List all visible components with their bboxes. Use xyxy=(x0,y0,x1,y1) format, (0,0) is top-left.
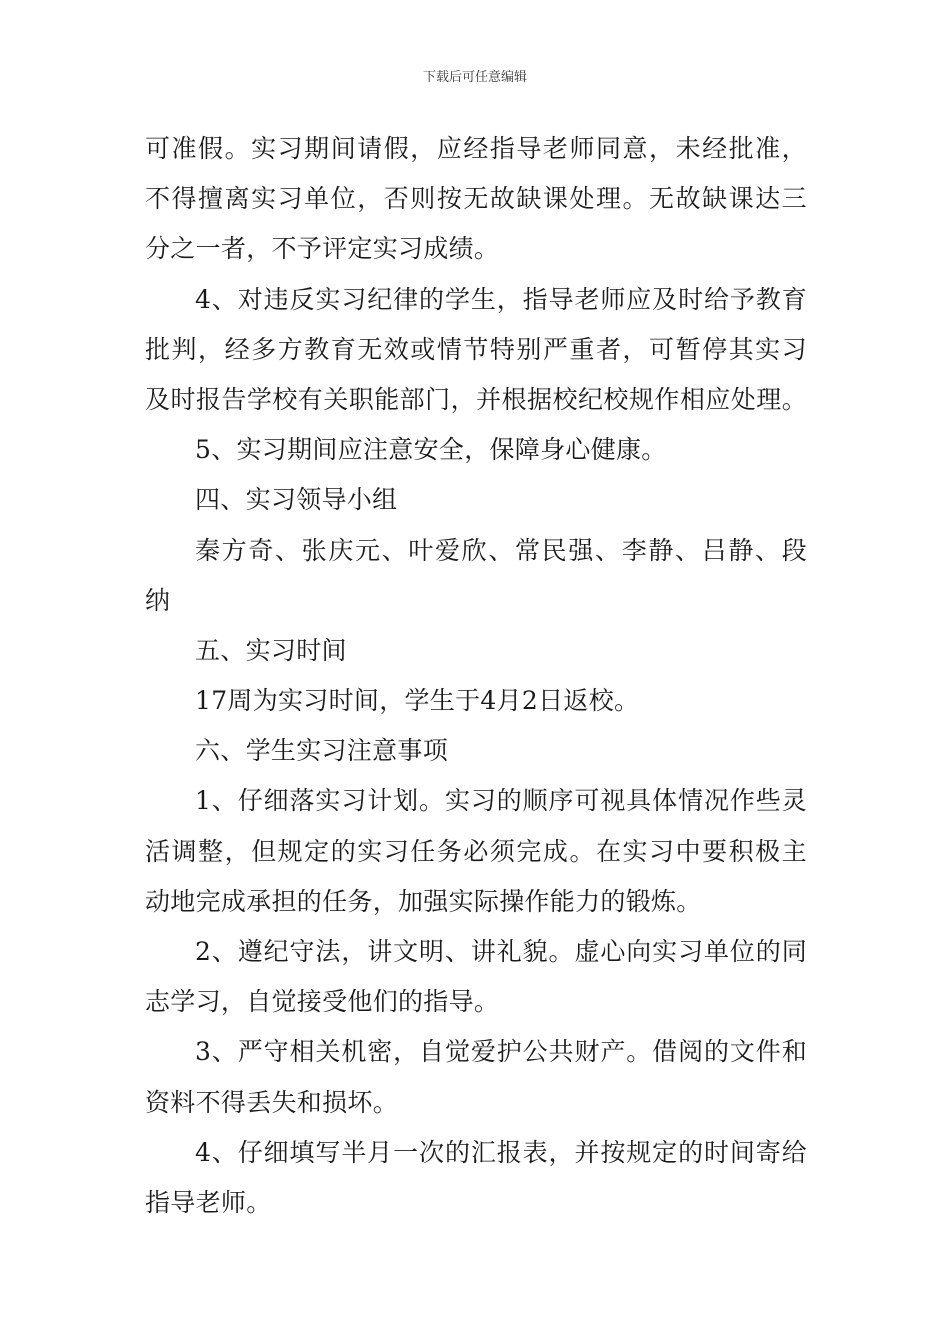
text-line: 4、对违反实习纪律的学生，指导老师应及时给予教育 xyxy=(195,284,807,314)
section-heading: 六、学生实习注意事项 xyxy=(195,736,449,766)
text-line: 2、遵纪守法，讲文明、讲礼貌。虚心向实习单位的同 xyxy=(195,937,807,966)
document-body xyxy=(145,124,807,1228)
text-line: 不得擅离实习单位，否则按无故缺课处理。无故缺课达三 xyxy=(145,184,807,214)
section-heading: 五、实习时间 xyxy=(195,635,347,665)
text-line: 4、仔细填写半月一次的汇报表，并按规定的时间寄给 xyxy=(195,1137,807,1167)
text-line: 分之一者，不予评定实习成绩。 xyxy=(145,234,500,264)
page-header-note: 下载后可任意编辑 xyxy=(422,70,527,85)
text-line: 活调整，但规定的实习任务必须完成。在实习中要积极主 xyxy=(145,836,807,866)
text-line: 纳 xyxy=(145,585,171,615)
text-line: 3、严守相关机密，自觉爱护公共财产。借阅的文件和 xyxy=(195,1037,807,1067)
text-line: 指导老师。 xyxy=(145,1187,272,1217)
text-line: 动地完成承担的任务，加强实际操作能力的锻炼。 xyxy=(145,886,702,916)
text-line: 17周为实习时间，学生于4月2日返校。 xyxy=(195,686,640,716)
text-line: 及时报告学校有关职能部门，并根据校纪校规作相应处理。 xyxy=(145,384,807,414)
text-line: 可准假。实习期间请假，应经指导老师同意，未经批准， xyxy=(145,134,807,163)
text-line: 秦方奇、张庆元、叶爱欣、常民强、李静、吕静、段 xyxy=(195,535,807,565)
text-line: 志学习，自觉接受他们的指导。 xyxy=(145,987,500,1017)
text-line: 5、实习期间应注意安全，保障身心健康。 xyxy=(195,435,667,465)
text-line: 1、仔细落实习计划。实习的顺序可视具体情况作些灵 xyxy=(195,786,807,816)
section-heading: 四、实习领导小组 xyxy=(195,485,398,515)
text-line: 批判，经多方教育无效或情节特别严重者，可暂停其实习 xyxy=(145,334,807,364)
text-line: 资料不得丢失和损坏。 xyxy=(145,1087,399,1117)
